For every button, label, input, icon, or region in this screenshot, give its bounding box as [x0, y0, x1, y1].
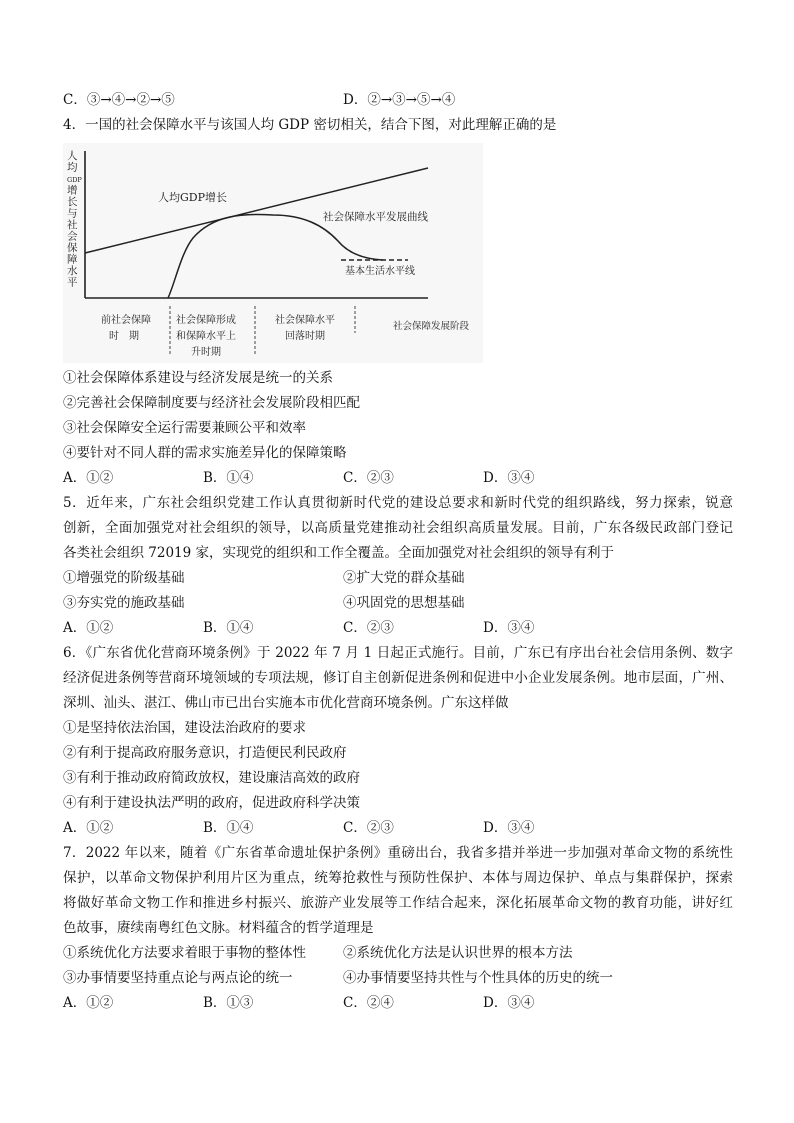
gdp-line-label: 人均GDP增长	[158, 191, 228, 204]
q7-option-d: D．③④	[483, 995, 535, 1011]
q6-item-4: ④有利于建设执法严明的政府，促进政府科学决策	[63, 795, 360, 811]
q5-item-2: ②扩大党的群众基础	[343, 570, 465, 586]
q7-line-2: 保护，以革命文物保护利用片区为重点，统筹抢救性与预防性保护、本体与周边保护、单点与集群保护，探索	[63, 870, 733, 886]
stage2-line3: 升时期	[191, 347, 221, 358]
q3-option-c: C．③→④→②→⑤	[63, 92, 175, 108]
curve-label: 社会保障水平发展曲线	[323, 211, 428, 223]
q6-item-1: ①是坚持依法治国，建设法治政府的要求	[63, 720, 306, 736]
q4-option-b: B．①④	[203, 470, 254, 486]
q7-item-4: ④办事情要坚持共性与个性具体的历史的统一	[343, 970, 613, 986]
stage1-line1: 前社会保障	[101, 315, 151, 326]
q4-item-1: ①社会保障体系建设与经济发展是统一的关系	[63, 370, 333, 386]
stage3-line1: 社会保障水平	[275, 315, 335, 326]
q7-item-1: ①系统优化方法要求着眼于事物的整体性	[63, 945, 306, 961]
q6-option-d: D．③④	[483, 820, 535, 836]
q4-item-3: ③社会保障安全运行需要兼顾公平和效率	[63, 420, 306, 436]
q5-item-1: ①增强党的阶级基础	[63, 570, 185, 586]
q4-item-4: ④要针对不同人群的需求实施差异化的保障策略	[63, 445, 347, 461]
stage3-line2: 回落时期	[285, 331, 325, 342]
q5-item-3: ③夯实党的施政基础	[63, 595, 185, 611]
q7-option-c: C．②④	[343, 995, 394, 1011]
q6-line-1: 6．《广东省优化营商环境条例》于 2022 年 7 月 1 日起正式施行。目前，广东已有序出台社会信用条例、数字	[63, 645, 733, 661]
y-axis-label: 人均 GDP 增长与社会保障水平	[67, 150, 82, 289]
q3-option-d: D．②→③→⑤→④	[343, 92, 456, 108]
q5-line-3: 各类社会组织 72019 家，实现党的组织和工作全覆盖。全面加强党对社会组织的领导有利于	[63, 545, 615, 561]
q4-option-d: D．③④	[483, 470, 535, 486]
q7-line-4: 色故事，赓续南粤红色文脉。材料蕴含的哲学道理是	[63, 920, 374, 936]
q4-option-a: A．①②	[63, 470, 114, 486]
q5-option-a: A．①②	[63, 620, 114, 636]
q5-line-1: 5．近年来，广东社会组织党建工作认真贯彻新时代党的建设总要求和新时代党的组织路线，努力探索，锐意	[63, 495, 733, 511]
stage2-line2: 和保障水平上	[176, 331, 236, 342]
stage1-line2: 时 期	[109, 331, 139, 342]
q5-item-4: ④巩固党的思想基础	[343, 595, 465, 611]
q4-item-2: ②完善社会保障制度要与经济社会发展阶段相匹配	[63, 395, 360, 411]
q7-option-b: B．①③	[203, 995, 254, 1011]
q5-line-2: 创新，全面加强党对社会组织的领导，以高质量党建推动社会组织高质量发展。目前，广东各级民政部门登记	[63, 520, 733, 536]
q4-stem: 4．一国的社会保障水平与该国人均 GDP 密切相关，结合下图，对此理解正确的是	[63, 117, 557, 133]
q7-line-3: 将做好革命文物工作和推进乡村振兴、旅游产业发展等工作结合起来，深化拓展革命文物的教育功能，讲好红	[63, 895, 733, 911]
q6-line-2: 经济促进条例等营商环境领域的专项法规，修订自主创新促进条例和促进中小企业发展条例。地市层面，广州、	[63, 670, 733, 686]
q4-figure	[63, 143, 483, 363]
q6-option-b: B．①④	[203, 820, 254, 836]
q6-line-3: 深圳、汕头、湛江、佛山市已出台实施本市优化营商环境条例。广东这样做	[63, 695, 509, 711]
baseline-label: 基本生活水平线	[345, 266, 415, 277]
q6-item-3: ③有利于推动政府简政放权，建设廉洁高效的政府	[63, 770, 360, 786]
q7-line-1: 7．2022 年以来，随着《广东省革命遗址保护条例》重磅出台，我省多措并举进一步加强对革命文物的系统性	[63, 845, 733, 861]
q5-option-b: B．①④	[203, 620, 254, 636]
q5-option-d: D．③④	[483, 620, 535, 636]
q7-option-a: A．①②	[63, 995, 114, 1011]
q4-option-c: C．②③	[343, 470, 394, 486]
stage2-line1: 社会保障形成	[176, 315, 236, 326]
x-axis-label: 社会保障发展阶段	[393, 321, 470, 332]
q6-item-2: ②有利于提高政府服务意识，打造便民利民政府	[63, 745, 347, 761]
q5-option-c: C．②③	[343, 620, 394, 636]
q7-item-2: ②系统优化方法是认识世界的根本方法	[343, 945, 573, 961]
q6-option-a: A．①②	[63, 820, 114, 836]
q7-item-3: ③办事情要坚持重点论与两点论的统一	[63, 970, 293, 986]
q6-option-c: C．②③	[343, 820, 394, 836]
